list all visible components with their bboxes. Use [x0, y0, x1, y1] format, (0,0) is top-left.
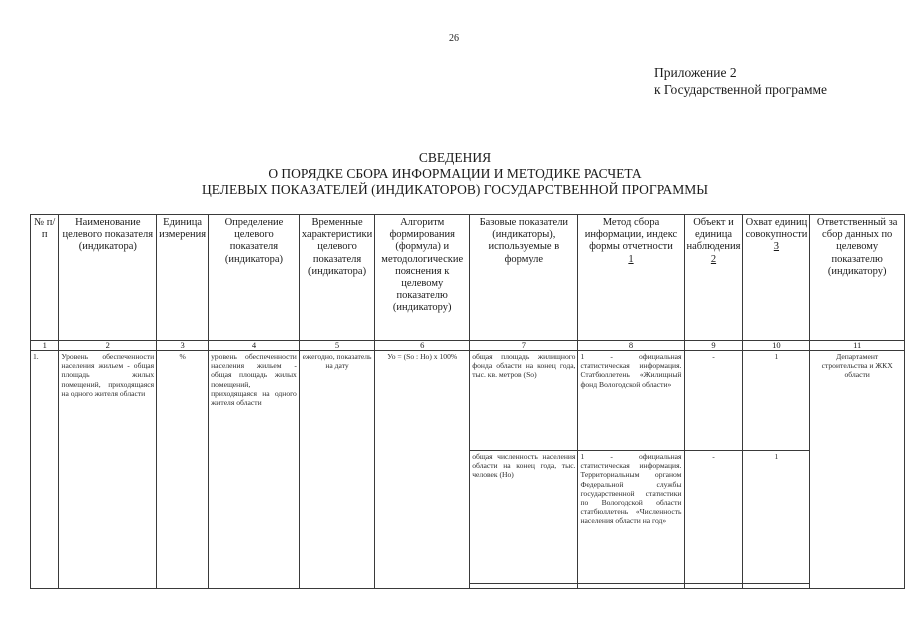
header-cell: Базовые показатели (индикаторы), используемые в формуле — [470, 215, 578, 341]
title-line-3: ЦЕЛЕВЫХ ПОКАЗАТЕЛЕЙ (ИНДИКАТОРОВ) ГОСУДАРСТВЕННОЙ ПРОГРАММЫ — [201, 182, 709, 197]
column-number: 11 — [810, 341, 905, 351]
footnote-ref: 1 — [628, 253, 634, 265]
header-text: Охват единиц совокупности — [745, 217, 808, 241]
coverage-cell: 1 — [743, 451, 810, 584]
header-cell — [684, 215, 743, 341]
column-number: 5 — [299, 341, 374, 351]
column-number: 2 — [59, 341, 157, 351]
base-indicator-cell: общая численность населения области на конец года, тыс. человек (Ho) — [470, 451, 578, 584]
header-cell — [743, 215, 810, 341]
header-cell: № п/п — [31, 215, 59, 341]
title-line-2: О ПОРЯДКЕ СБОРА ИНФОРМАЦИИ И МЕТОДИКЕ РАСЧЕТА — [268, 166, 642, 181]
column-number: 7 — [470, 341, 578, 351]
empty-cell — [684, 584, 743, 589]
header-text: Объект и единица наблюдения — [686, 217, 741, 253]
appendix-label — [654, 64, 827, 98]
header-cell: Определение целевого показателя (индикатора) — [209, 215, 300, 341]
footnote-ref: 2 — [710, 253, 717, 265]
appendix-line-2: к Государственной программе — [654, 82, 828, 97]
header-cell — [578, 215, 684, 341]
definition-cell: уровень обеспеченности населения жильем - общая площадь жилых помещений, приходящаяся на одного жителя области — [209, 351, 300, 589]
header-text: Метод сбора информации, индекс формы отчетности — [584, 217, 678, 253]
column-number: 1 — [31, 341, 59, 351]
indicators-table — [30, 214, 905, 589]
appendix-line-1: Приложение 2 — [654, 65, 737, 80]
coverage-cell: 1 — [743, 351, 810, 451]
empty-cell — [578, 584, 684, 589]
column-number: 3 — [157, 341, 209, 351]
header-cell: Наименование целевого показателя (индикатора) — [59, 215, 157, 341]
page-number: 26 — [449, 33, 459, 44]
base-indicator-cell: общая площадь жилищного фонда области на конец года, тыс. кв. метров (So) — [470, 351, 578, 451]
empty-cell — [743, 584, 810, 589]
algorithm-cell: Уо = (So : Ho) x 100% — [375, 351, 470, 589]
table-row — [31, 351, 905, 451]
unit-cell: % — [157, 351, 209, 589]
collection-method-cell: 1 - официальная статистическая информация. Статбюллетень «Жилищный фонд Вологодской области» — [578, 351, 684, 451]
column-number: 6 — [375, 341, 470, 351]
column-number: 10 — [743, 341, 810, 351]
column-number: 8 — [578, 341, 684, 351]
column-number: 4 — [209, 341, 300, 351]
row-number: 1. — [31, 351, 59, 589]
document-title — [60, 150, 850, 198]
indicator-name: Уровень обеспеченности населения жильем - общая площадь жилых помещений, приходящаяся на одного жителя области — [59, 351, 157, 589]
column-number: 9 — [684, 341, 743, 351]
header-cell: Алгоритм формирования (формула) и методологические пояснения к целевому показателю (индикатору) — [375, 215, 470, 341]
observation-object-cell: - — [684, 451, 743, 584]
collection-method-cell: 1 - официальная статистическая информация. Территориальным органом Федеральной службы государственной статистики по Вологодской области статбюллетень «Численность населения области на год» — [578, 451, 684, 584]
empty-cell — [470, 584, 578, 589]
column-number-row — [31, 341, 905, 351]
header-cell: Ответственный за сбор данных по целевому показателю (индикатору) — [810, 215, 905, 341]
table-header-row — [31, 215, 905, 341]
header-cell: Единица измерения — [157, 215, 209, 341]
time-characteristics-cell: ежегодно, показатель на дату — [299, 351, 374, 589]
observation-object-cell: - — [684, 351, 743, 451]
title-line-1: СВЕДЕНИЯ — [418, 150, 492, 165]
responsible-cell: Департамент строительства и ЖКХ области — [810, 351, 905, 589]
header-cell: Временные характеристики целевого показателя (индикатора) — [299, 215, 374, 341]
footnote-ref: 3 — [773, 241, 780, 253]
